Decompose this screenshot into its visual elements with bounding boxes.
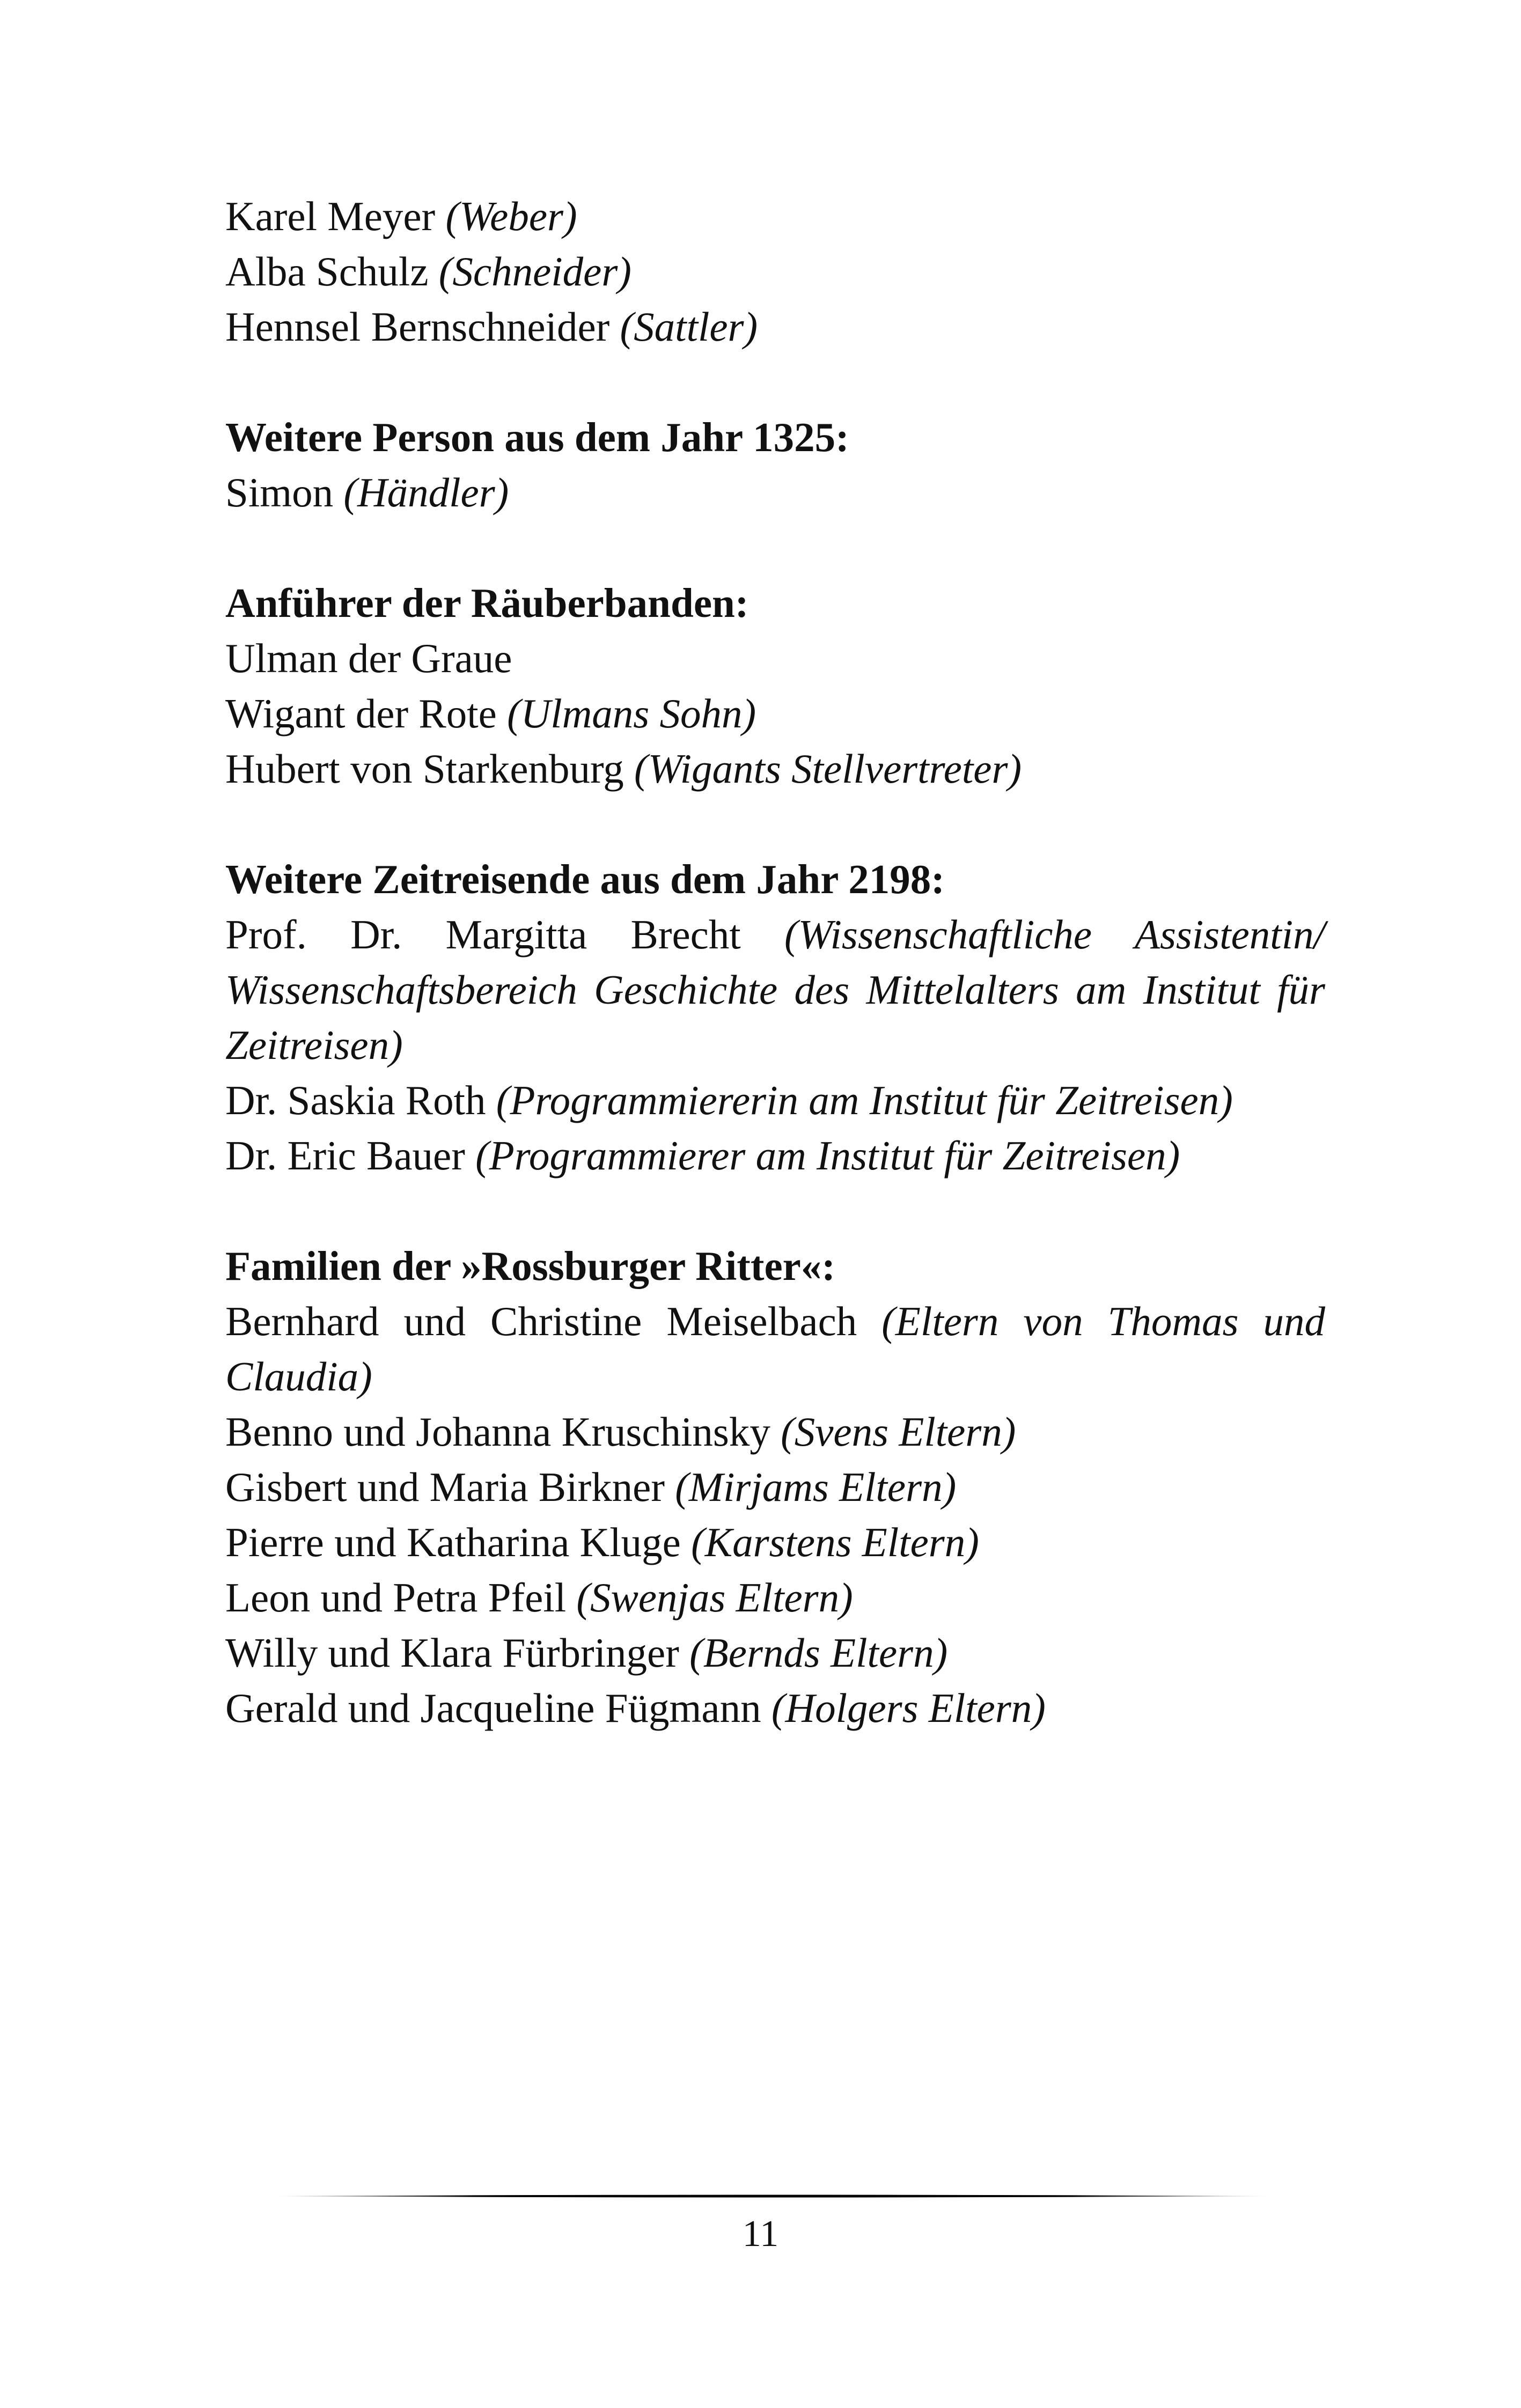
person-role: (Karstens Eltern) — [691, 1519, 979, 1565]
footer-divider — [276, 2194, 1269, 2198]
section-heading: Anführer der Räuberbanden: — [225, 580, 749, 626]
person-role: (Händler) — [343, 469, 509, 516]
list-item — [225, 1625, 1325, 1681]
person-name: Benno und Johanna Kruschinsky — [225, 1409, 770, 1455]
person-role: (Ulmans Sohn) — [507, 690, 756, 737]
person-name: Karel Meyer — [225, 193, 436, 239]
section-heading: Familien der »Rossburger Ritter«: — [225, 1243, 835, 1289]
person-role: (Bernds Eltern) — [689, 1630, 948, 1676]
person-name: Dr. Eric Bauer — [225, 1132, 465, 1179]
person-name: Ulman der Graue — [225, 635, 512, 681]
person-role: (Sattler) — [620, 304, 758, 350]
person-role: (Holgers Eltern) — [771, 1685, 1046, 1731]
list-item — [225, 1460, 1325, 1515]
list-item — [225, 1128, 1325, 1183]
list-item — [225, 465, 1325, 520]
section-spacer — [225, 797, 1325, 852]
person-name: Gisbert und Maria Birkner — [225, 1464, 665, 1510]
section-heading: Weitere Person aus dem Jahr 1325: — [225, 414, 849, 460]
person-role: (Wissenschaftliche Assistentin/ — [784, 911, 1325, 958]
person-name: Hubert von Starkenburg — [225, 746, 624, 792]
person-role: (Weber) — [445, 193, 577, 239]
list-item-brecht-line-1 — [225, 907, 1325, 962]
person-name: Willy und Klara Fürbringer — [225, 1630, 679, 1676]
person-name: Simon — [225, 469, 334, 516]
list-item — [225, 1515, 1325, 1570]
list-item-meiselbach-line-2: Claudia) — [225, 1353, 372, 1400]
person-name: Leon und Petra Pfeil — [225, 1574, 567, 1621]
section-spacer — [225, 520, 1325, 576]
person-name: Alba Schulz — [225, 248, 429, 294]
person-name: Pierre und Katharina Kluge — [225, 1519, 681, 1565]
page-content — [225, 189, 1325, 1736]
list-item — [225, 741, 1325, 797]
list-item-brecht-line-3: Zeitreisen) — [225, 1022, 403, 1068]
person-role: (Eltern von Thomas und — [881, 1298, 1325, 1344]
person-name: Bernhard und Christine Meiselbach — [225, 1298, 857, 1344]
section-spacer — [225, 1183, 1325, 1239]
list-item — [225, 1073, 1325, 1128]
person-name: Prof. Dr. Margitta Brecht — [225, 911, 741, 958]
section-spacer — [225, 355, 1325, 410]
list-item — [225, 189, 1325, 244]
list-item — [225, 631, 1325, 686]
section-heading: Weitere Zeitreisende aus dem Jahr 2198: — [225, 856, 945, 902]
person-role: (Programmiererin am Institut für Zeitreisen) — [496, 1077, 1233, 1123]
list-item-meiselbach-line-1 — [225, 1294, 1325, 1349]
list-item — [225, 244, 1325, 299]
list-item — [225, 1570, 1325, 1625]
person-name: Hennsel Bernschneider — [225, 304, 610, 350]
list-item — [225, 686, 1325, 741]
list-item-brecht-line-2: Wissenschaftsbereich Geschichte des Mittelalters am Institut für — [225, 967, 1325, 1013]
person-role: (Mirjams Eltern) — [675, 1464, 957, 1510]
person-name: Dr. Saskia Roth — [225, 1077, 486, 1123]
page-number: 11 — [742, 2213, 779, 2255]
list-item — [225, 1681, 1325, 1736]
person-role: (Wigants Stellvertreter) — [634, 746, 1022, 792]
person-role: (Swenjas Eltern) — [576, 1574, 853, 1621]
person-role: (Svens Eltern) — [781, 1409, 1016, 1455]
person-name: Wigant der Rote — [225, 690, 497, 737]
list-item — [225, 299, 1325, 355]
person-role: (Programmierer am Institut für Zeitreisen) — [475, 1132, 1180, 1179]
list-item — [225, 1404, 1325, 1460]
person-name: Gerald und Jacqueline Fügmann — [225, 1685, 761, 1731]
person-role: (Schneider) — [438, 248, 631, 294]
